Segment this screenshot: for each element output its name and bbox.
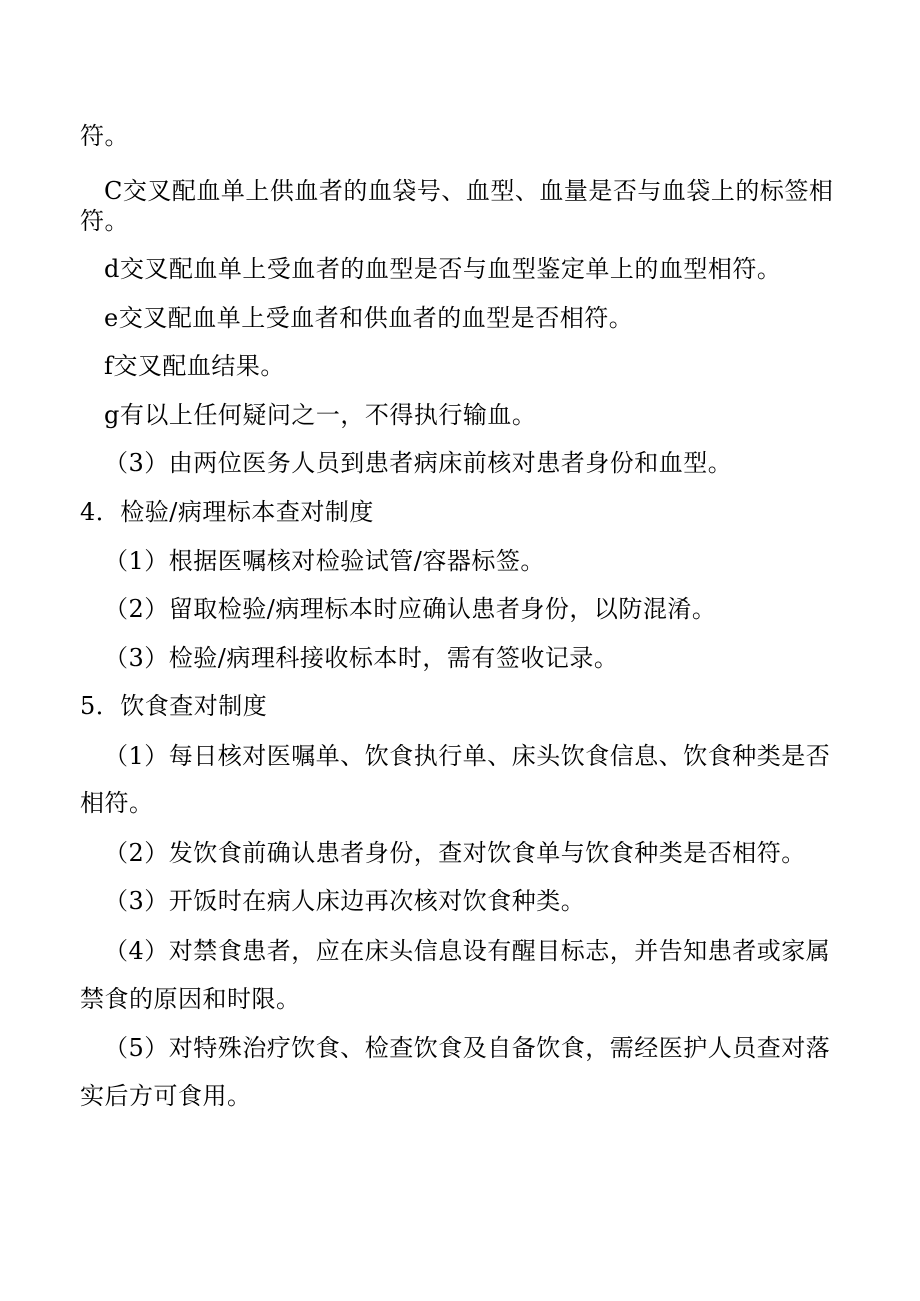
text-line: （3）由两位医务人员到患者病床前核对患者身份和血型。	[104, 449, 733, 477]
text-line: （1）根据医嘱核对检验试管/容器标签。	[104, 547, 545, 575]
text-line: 实后方可食用。	[80, 1082, 252, 1110]
text-line: （3）开饭时在病人床边再次核对饮食种类。	[104, 887, 586, 915]
section-heading: 5．饮食查对制度	[80, 692, 268, 720]
text-line: f交叉配血结果。	[104, 352, 285, 380]
text-line: g有以上任何疑问之一，不得执行输血。	[104, 401, 537, 429]
text-line: 符。	[80, 207, 129, 235]
text-line: d交叉配血单上受血者的血型是否与血型鉴定单上的血型相符。	[104, 255, 782, 283]
text-line: （2）发饮食前确认患者身份，查对饮食单与饮食种类是否相符。	[104, 839, 806, 867]
text-line: 禁食的原因和时限。	[80, 985, 301, 1013]
text-line: （4）对禁食患者，应在床头信息设有醒目标志，并告知患者或家属	[104, 937, 831, 965]
text-line: C交叉配血单上供血者的血袋号、血型、血量是否与血袋上的标签相	[104, 177, 834, 205]
text-line: 相符。	[80, 789, 154, 817]
text-line: （1）每日核对医嘱单、饮食执行单、床头饮食信息、饮食种类是否	[104, 742, 831, 770]
text-line: e交叉配血单上受血者和供血者的血型是否相符。	[104, 304, 634, 332]
text-line: 符。	[80, 122, 129, 150]
text-line: （3）检验/病理科接收标本时，需有签收记录。	[104, 644, 619, 672]
section-heading: 4．检验/病理标本查对制度	[80, 498, 374, 526]
text-line: （5）对特殊治疗饮食、检查饮食及自备饮食，需经医护人员查对落	[104, 1034, 831, 1062]
text-line: （2）留取检验/病理标本时应确认患者身份，以防混淆。	[104, 595, 717, 623]
